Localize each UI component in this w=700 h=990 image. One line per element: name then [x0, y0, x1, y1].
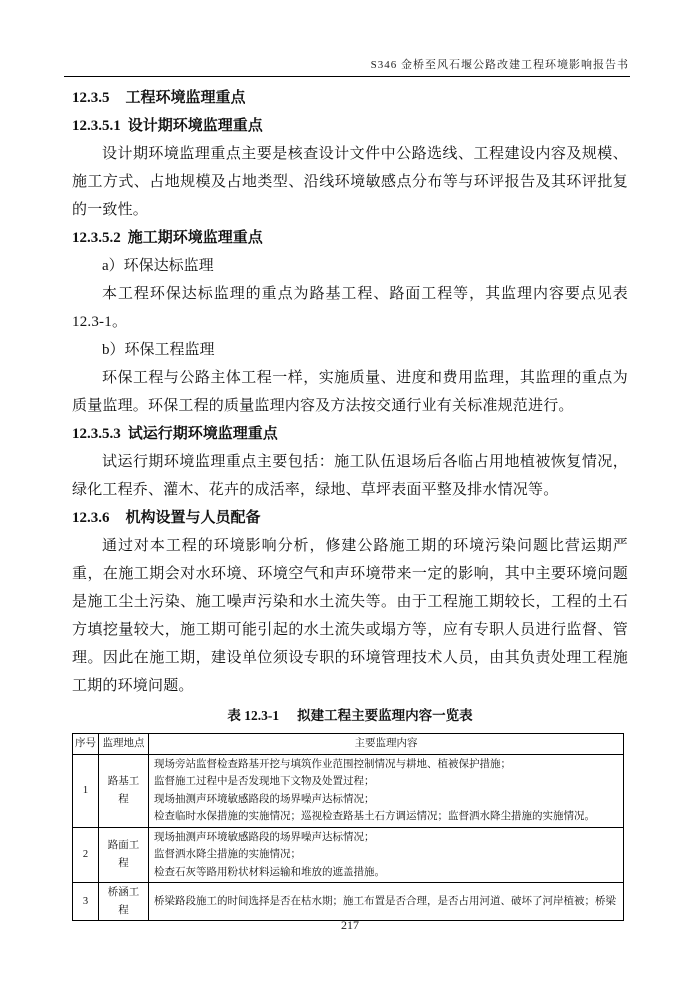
- row-place: 路面工程: [99, 827, 149, 883]
- content-line: 现场抽测声环境敏感路段的场界噪声达标情况；: [154, 793, 375, 805]
- table-row: [73, 754, 624, 827]
- content-line: 检查临时水保措施的实施情况；巡视检查路基土石方调运情况；监督洒水降尘措施的实施情况。: [154, 811, 595, 822]
- supervision-content-table: [72, 733, 624, 921]
- table-header-row: [73, 734, 624, 755]
- col-header-content: 主要监理内容: [149, 734, 624, 755]
- content-line: 监督洒水降尘措施的实施情况；: [154, 849, 301, 860]
- row-content: [149, 827, 624, 883]
- page-number: 217: [341, 918, 359, 932]
- content-line: 检查石灰等路用粉状材料运输和堆放的遮盖措施。: [154, 866, 385, 878]
- col-header-place: 监理地点: [99, 734, 149, 755]
- paragraph: 试运行期环境监理重点主要包括：施工队伍退场后各临占用地植被恢复情况，绿化工程乔、灌木、花卉的成活率，绿地、草坪表面平整及排水情况等。: [72, 454, 628, 498]
- content-line: 桥梁路段施工的时间选择是否在枯水期；施工布置是否合理，是否占用河道、破坏了河岸植被；桥梁: [154, 895, 616, 907]
- section-number: 12.3.5: [72, 90, 110, 106]
- subsection-number: 12.3.5.1: [72, 118, 121, 134]
- content-line: 现场旁站监督检查路基开挖与填筑作业范围控制情况与耕地、植被保护措施；: [154, 758, 511, 770]
- subsection-heading: [72, 420, 628, 448]
- row-place: 桥涵工程: [99, 883, 149, 921]
- row-number: 3: [73, 883, 99, 921]
- list-item: b）环保工程监理: [102, 342, 215, 358]
- paragraph: 环保工程与公路主体工程一样，实施质量、进度和费用监理，其监理的重点为质量监理。环保工程的质量监理内容及方法按交通行业有关标准规范进行。: [72, 370, 628, 414]
- table-row: [73, 883, 624, 921]
- header-rule: [64, 76, 630, 77]
- subsection-title: 设计期环境监理重点: [127, 118, 263, 134]
- section-title: 工程环境监理重点: [125, 90, 246, 106]
- section-heading: [72, 504, 628, 532]
- running-header: S346 金桥至风石堰公路改建工程环境影响报告书: [370, 59, 629, 71]
- table-caption: [72, 703, 628, 729]
- page-content: [72, 84, 628, 921]
- paragraph: 本工程环保达标监理的重点为路基工程、路面工程等，其监理内容要点见表 12.3-1。: [72, 286, 628, 330]
- subsection-heading: [72, 224, 628, 252]
- row-number: 1: [73, 754, 99, 827]
- col-header-no: 序号: [73, 734, 99, 755]
- paragraph: 通过对本工程的环境影响分析，修建公路施工期的环境污染问题比营运期严重，在施工期会对水环境、环境空气和声环境带来一定的影响，其中主要环境问题是施工尘土污染、施工噪声污染和水土流失等。由于工程施工期较长，工程的土石方填挖量较大，施工期可能引起的水土流失或塌方等，应有专职人员进行监督、管理。因此在施工期，建设单位须设专职的环境管理技术人员，由其负责处理工程施工期的环境问题。: [72, 538, 628, 694]
- subsection-title: 施工期环境监理重点: [127, 230, 263, 246]
- table-row: [73, 827, 624, 883]
- content-line: 监督施工过程中是否发现地下文物及处置过程；: [154, 776, 375, 787]
- subsection-number: 12.3.5.2: [72, 230, 121, 246]
- subsection-title: 试运行期环境监理重点: [127, 426, 278, 442]
- section-number: 12.3.6: [72, 510, 110, 526]
- row-content: [149, 883, 624, 921]
- row-content: [149, 754, 624, 827]
- section-title: 机构设置与人员配备: [125, 510, 261, 526]
- subsection-heading: [72, 112, 628, 140]
- row-place: 路基工程: [99, 754, 149, 827]
- content-line: 现场抽测声环境敏感路段的场界噪声达标情况；: [154, 831, 375, 843]
- table-caption-title: 拟建工程主要监理内容一览表: [297, 708, 473, 723]
- section-heading: [72, 84, 628, 112]
- row-number: 2: [73, 827, 99, 883]
- list-item: a）环保达标监理: [102, 258, 214, 274]
- paragraph: 设计期环境监理重点主要是核查设计文件中公路选线、工程建设内容及规模、施工方式、占地规模及占地类型、沿线环境敏感点分布等与环评报告及其环评批复的一致性。: [72, 146, 628, 218]
- subsection-number: 12.3.5.3: [72, 426, 121, 442]
- table-caption-label: 表 12.3-1: [227, 708, 280, 723]
